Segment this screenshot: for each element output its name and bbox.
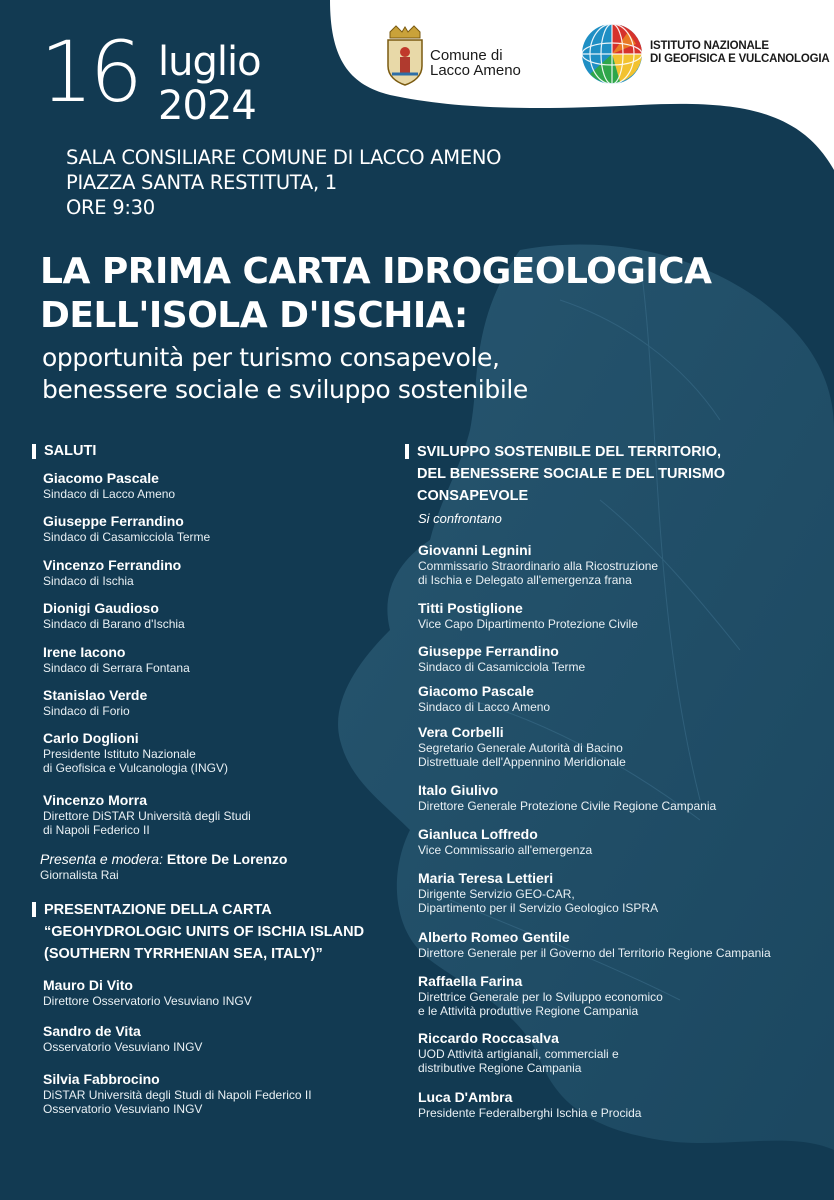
venue-line-1: SALA CONSILIARE COMUNE DI LACCO AMENO: [66, 146, 502, 169]
person-role: Dirigente Servizio GEO-CAR,: [418, 887, 575, 901]
ingv-logo-line-2: DI GEOFISICA E VULCANOLOGIA: [650, 53, 830, 65]
saluti-person: [43, 644, 190, 675]
person-name: Sandro de Vita: [43, 1023, 141, 1039]
ingv-logo-text: [650, 40, 829, 66]
person-role-2: di Geofisica e Vulcanologia (INGV): [43, 761, 228, 775]
event-subtitle-line-1: opportunità per turismo consapevole,: [42, 343, 500, 372]
moderator: [40, 851, 287, 882]
saluti-heading: SALUTI: [32, 441, 96, 461]
presentazione-person: [43, 1071, 312, 1116]
event-title-line-1: LA PRIMA CARTA IDROGEOLOGICA: [40, 251, 712, 292]
comune-logo-line-2: Lacco Ameno: [430, 62, 521, 79]
event-title-line-2: DELL'ISOLA D'ISCHIA:: [40, 295, 468, 336]
event-year: 2024: [158, 83, 256, 129]
person-name: Vincenzo Ferrandino: [43, 557, 182, 573]
person-name: Luca D'Ambra: [418, 1089, 513, 1105]
sviluppo-person: [418, 973, 663, 1018]
person-role: Direttore Generale per il Governo del Territorio Regione Campania: [418, 946, 771, 960]
presentazione-person: [43, 977, 252, 1008]
person-name: Maria Teresa Lettieri: [418, 870, 554, 886]
person-role: Sindaco di Barano d'Ischia: [43, 617, 185, 631]
saluti-person: [43, 557, 181, 588]
person-name: Vera Corbelli: [418, 724, 504, 740]
person-role: Direttore DiSTAR Università degli Studi: [43, 809, 251, 823]
venue-line-3: ORE 9:30: [66, 196, 155, 219]
sviluppo-person: [418, 929, 771, 960]
person-role-2: distributive Regione Campania: [418, 1061, 582, 1075]
person-role: Presidente Federalberghi Ischia e Procida: [418, 1106, 642, 1120]
saluti-person: [43, 600, 185, 631]
comune-logo-line-1: Comune di: [430, 47, 503, 64]
person-role-2: Dipartimento per il Servizio Geologico ISPRA: [418, 901, 659, 915]
presentazione-person: [43, 1023, 202, 1054]
person-role-2: Distrettuale dell'Appennino Meridionale: [418, 755, 626, 769]
event-month: luglio: [158, 39, 261, 85]
comune-logo-text: [430, 48, 521, 78]
person-name: Giuseppe Ferrandino: [43, 513, 184, 529]
saluti-person: [43, 687, 147, 718]
person-name: Titti Postiglione: [418, 600, 523, 616]
person-role: Segretario Generale Autorità di Bacino: [418, 741, 623, 755]
person-role-2: di Napoli Federico II: [43, 823, 150, 837]
sviluppo-person: [418, 870, 658, 915]
presentazione-heading-line-1: PRESENTAZIONE DELLA CARTA: [44, 902, 272, 918]
sviluppo-person: [418, 1030, 619, 1075]
sviluppo-person: [418, 643, 585, 674]
person-name: Stanislao Verde: [43, 687, 148, 703]
person-role: Direttrice Generale per lo Sviluppo economico: [418, 990, 663, 1004]
person-role: Sindaco di Casamicciola Terme: [43, 530, 211, 544]
sviluppo-person: [418, 542, 658, 587]
person-name: Mauro Di Vito: [43, 977, 133, 993]
sviluppo-person: [418, 782, 716, 813]
person-role: Sindaco di Lacco Ameno: [418, 700, 551, 714]
person-role: Vice Capo Dipartimento Protezione Civile: [418, 617, 638, 631]
person-role: Sindaco di Lacco Ameno: [43, 487, 176, 501]
person-role-2: e le Attività produttive Regione Campania: [418, 1004, 639, 1018]
venue-line-2: PIAZZA SANTA RESTITUTA, 1: [66, 171, 337, 194]
event-subtitle: [42, 342, 528, 406]
sviluppo-heading-line-3: CONSAPEVOLE: [417, 488, 529, 504]
presentazione-heading: [32, 899, 364, 965]
presentazione-heading-line-2: “GEOHYDROLOGIC UNITS OF ISCHIA ISLAND: [44, 924, 365, 940]
saluti-person: [43, 513, 210, 544]
person-role: Commissario Straordinario alla Ricostruzione: [418, 559, 659, 573]
person-role: Sindaco di Ischia: [43, 574, 134, 588]
sviluppo-person: [418, 1089, 641, 1120]
event-subtitle-line-2: benessere sociale e sviluppo sostenibile: [42, 375, 528, 404]
sviluppo-heading-line-1: SVILUPPO SOSTENIBILE DEL TERRITORIO,: [417, 444, 722, 460]
person-name: Giacomo Pascale: [418, 683, 534, 699]
person-name: Italo Giulivo: [418, 782, 499, 798]
ingv-globe-icon: [580, 22, 644, 86]
person-role: Presidente Istituto Nazionale: [43, 747, 196, 761]
comune-crest-icon: [384, 24, 426, 86]
sviluppo-person: [418, 826, 592, 857]
moderator-label: Presenta e modera:: [40, 851, 163, 867]
person-name: Carlo Doglioni: [43, 730, 139, 746]
person-role: Sindaco di Serrara Fontana: [43, 661, 190, 675]
sviluppo-intro: Si confrontano: [418, 511, 502, 526]
sviluppo-heading-line-2: DEL BENESSERE SOCIALE E DEL TURISMO: [417, 466, 726, 482]
person-role: Vice Commissario all'emergenza: [418, 843, 593, 857]
person-name: Giovanni Legnini: [418, 542, 532, 558]
person-name: Giacomo Pascale: [43, 470, 159, 486]
sviluppo-person: [418, 683, 550, 714]
venue-block: [66, 145, 501, 220]
person-role: Direttore Generale Protezione Civile Regione Campania: [418, 799, 717, 813]
moderator-role: Giornalista Rai: [40, 868, 119, 882]
presentazione-heading-line-3: (SOUTHERN TYRRHENIAN SEA, ITALY)”: [44, 946, 323, 962]
person-name: Silvia Fabbrocino: [43, 1071, 160, 1087]
person-name: Dionigi Gaudioso: [43, 600, 159, 616]
person-role: Osservatorio Vesuviano INGV: [43, 1040, 203, 1054]
person-name: Irene Iacono: [43, 644, 126, 660]
person-role-2: Osservatorio Vesuviano INGV: [43, 1102, 203, 1116]
event-title: [40, 250, 711, 338]
ingv-logo-line-1: ISTITUTO NAZIONALE: [650, 40, 769, 52]
saluti-person: [43, 470, 175, 501]
person-role: UOD Attività artigianali, commerciali e: [418, 1047, 619, 1061]
moderator-name: Ettore De Lorenzo: [166, 851, 288, 867]
person-role-2: di Ischia e Delegato all'emergenza frana: [418, 573, 632, 587]
person-name: Giuseppe Ferrandino: [418, 643, 559, 659]
person-role: Direttore Osservatorio Vesuviano INGV: [43, 994, 252, 1008]
person-role: Sindaco di Casamicciola Terme: [418, 660, 586, 674]
sviluppo-person: [418, 600, 638, 631]
person-name: Raffaella Farina: [418, 973, 523, 989]
person-name: Riccardo Roccasalva: [418, 1030, 559, 1046]
person-name: Vincenzo Morra: [43, 792, 147, 808]
person-name: Gianluca Loffredo: [418, 826, 538, 842]
person-role: Sindaco di Forio: [43, 704, 130, 718]
event-day: 16: [40, 23, 139, 121]
sviluppo-person: [418, 724, 626, 769]
saluti-person: [43, 792, 251, 837]
person-role: DiSTAR Università degli Studi di Napoli Federico II: [43, 1088, 312, 1102]
person-name: Alberto Romeo Gentile: [418, 929, 570, 945]
saluti-person: [43, 730, 228, 775]
sviluppo-heading: [405, 441, 725, 507]
